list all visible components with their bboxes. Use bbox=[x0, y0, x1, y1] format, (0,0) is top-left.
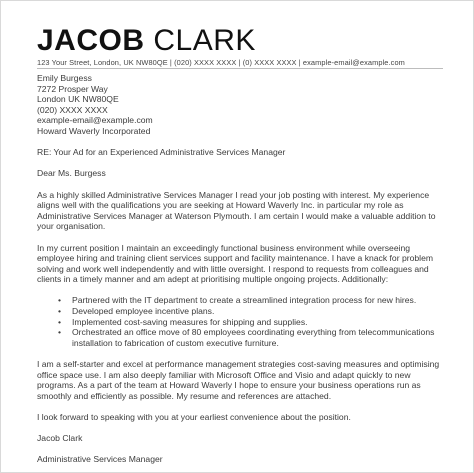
letter-body bbox=[37, 73, 447, 465]
signature-title: Administrative Services Manager bbox=[37, 454, 163, 465]
list-item bbox=[58, 306, 447, 317]
paragraph-closing: I look forward to speaking with you at your earliest convenience about the position. bbox=[37, 412, 351, 422]
achievement-list bbox=[37, 295, 447, 348]
paragraph-skills: I am a self-starter and excel at performance management strategies cost-saving measures and optimising office space use. I am also deeply familiar with Microsoft Office and Visio and adapt quickly to new programs. As a part of the team at Howard Waverly I hope to ensure your business operations run as smoothly and efficiently as possible. My resume and references are attached. bbox=[37, 359, 440, 401]
list-item-text: Partnered with the IT department to create a streamlined integration process for new hires. bbox=[72, 295, 417, 306]
contact-line: 123 Your Street, London, UK NW80QE | (020) XXXX XXXX | (0) XXXX XXXX | example-email@example.com bbox=[37, 58, 405, 67]
applicant-name bbox=[37, 25, 443, 57]
letter-header bbox=[37, 25, 443, 67]
list-item-text: Developed employee incentive plans. bbox=[72, 306, 215, 317]
bullet-icon: • bbox=[58, 295, 62, 306]
subject-line: RE: Your Ad for an Experienced Administrative Services Manager bbox=[37, 147, 286, 158]
paragraph-intro: As a highly skilled Administrative Services Manager I read your job posting with interest. My experience aligns well with the qualifications you are seeking at Howard Waverly Inc. in particular my role as Administrative Services Manager at Waterson Plymouth. I am certain I would make a valuable addition to your organisation. bbox=[37, 189, 436, 232]
recipient-phone: (020) XXXX XXXX bbox=[37, 104, 108, 115]
list-item-text: Orchestrated an office move of 80 employees coordinating everything from telecommunications installation to fabrication of custom executive furniture. bbox=[72, 327, 435, 348]
list-item bbox=[58, 295, 447, 306]
list-item bbox=[58, 327, 447, 348]
bullet-icon: • bbox=[58, 316, 62, 327]
recipient-name: Emily Burgess bbox=[37, 73, 92, 83]
last-name: CLARK bbox=[153, 24, 256, 57]
recipient-city: London UK NW80QE bbox=[37, 94, 119, 105]
paragraph-experience: In my current position I maintain an exceedingly functional business environment while overseeing employee hiring and training client services support and facility maintenance. I have a knack for problem solving and work well independently and with little oversight. I respond to requests from colleagues and clients in a timely manner and am adept at prioritising multiple ongoing projects. Additionally: bbox=[37, 242, 434, 285]
signature-name: Jacob Clark bbox=[37, 433, 83, 444]
bullet-icon: • bbox=[58, 306, 62, 317]
list-item-text: Implemented cost-saving measures for shipping and supplies. bbox=[72, 316, 308, 327]
bullet-icon: • bbox=[58, 327, 62, 338]
salutation: Dear Ms. Burgess bbox=[37, 168, 106, 179]
recipient-address bbox=[37, 73, 447, 137]
list-item bbox=[58, 317, 447, 328]
recipient-street: 7272 Prosper Way bbox=[37, 83, 108, 94]
first-name: JACOB bbox=[37, 24, 145, 57]
header-divider bbox=[37, 68, 443, 69]
recipient-email: example-email@example.com bbox=[37, 115, 153, 126]
recipient-company: Howard Waverly Incorporated bbox=[37, 125, 151, 136]
